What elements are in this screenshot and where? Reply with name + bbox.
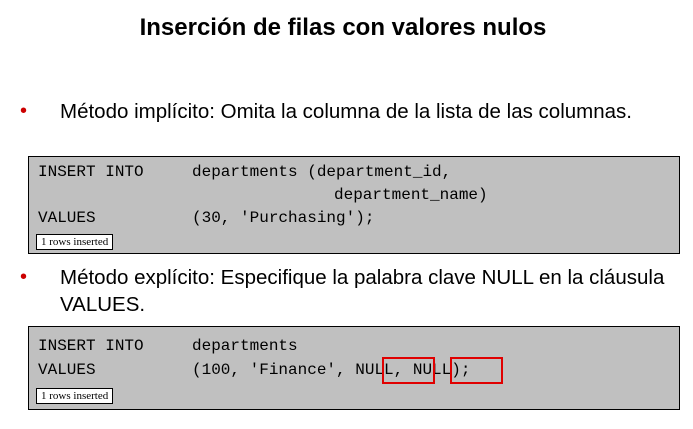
bullet-marker: • bbox=[20, 266, 28, 288]
result-badge-explicit: 1 rows inserted bbox=[36, 388, 113, 404]
code-keyword-values: VALUES bbox=[38, 361, 96, 379]
code-column-list-cont: department_name) bbox=[334, 186, 488, 204]
code-keyword-insert: INSERT INTO bbox=[38, 337, 144, 355]
code-block-implicit bbox=[28, 156, 680, 254]
code-keyword-insert: INSERT INTO bbox=[38, 163, 144, 181]
null-highlight-box bbox=[450, 357, 503, 384]
slide-title: Inserción de filas con valores nulos bbox=[139, 14, 547, 41]
result-badge-implicit: 1 rows inserted bbox=[36, 234, 113, 250]
bullet-text-implicit: Método implícito: Omita la columna de la lista de las columnas. bbox=[60, 100, 632, 123]
code-block-explicit bbox=[28, 326, 680, 410]
bullet-explicit bbox=[20, 264, 665, 318]
bullet-implicit bbox=[20, 98, 660, 152]
bullet-marker: • bbox=[20, 100, 28, 122]
code-insert-target: departments bbox=[192, 337, 298, 355]
code-insert-target: departments (department_id, bbox=[192, 163, 452, 181]
null-highlight-box bbox=[382, 357, 435, 384]
bullet-text-explicit: Método explícito: Especifique la palabra clave NULL en la cláusula VALUES. bbox=[60, 266, 665, 316]
code-values-list: (100, 'Finance', NULL, NULL); bbox=[192, 361, 471, 379]
code-values-list: (30, 'Purchasing'); bbox=[192, 209, 375, 227]
code-keyword-values: VALUES bbox=[38, 209, 96, 227]
